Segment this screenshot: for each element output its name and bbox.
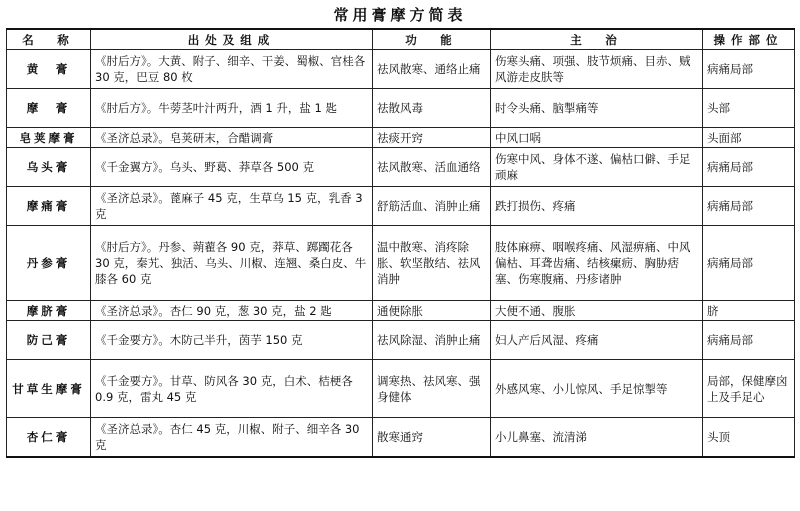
cell-site: 局部，保健摩囟上及手足心: [703, 360, 795, 418]
cell-indication: 大便不通、腹胀: [491, 301, 703, 321]
table-row: [7, 321, 795, 360]
cell-function: 祛散风毒: [373, 89, 491, 128]
cell-source: 《圣济总录》。蓖麻子 45 克，生草乌 15 克，乳香 3 克: [91, 187, 373, 226]
cell-site: 病痛局部: [703, 50, 795, 89]
cell-source: 《千金翼方》。乌头、野葛、莽草各 500 克: [91, 148, 373, 187]
cell-name: 摩 膏: [7, 89, 91, 128]
cell-name: 皂荚摩膏: [7, 128, 91, 148]
cell-function: 祛风散寒、活血通络: [373, 148, 491, 187]
formula-table: [6, 28, 795, 458]
cell-name: 甘草生摩膏: [7, 360, 91, 418]
table-row: [7, 187, 795, 226]
cell-name: 杏仁膏: [7, 418, 91, 458]
table-title: 常用膏摩方简表: [333, 6, 467, 24]
cell-function: 调寒热、祛风寒、强身健体: [373, 360, 491, 418]
cell-function: 祛风散寒、通络止痛: [373, 50, 491, 89]
header-row: [7, 29, 795, 50]
cell-function: 散寒通窍: [373, 418, 491, 458]
cell-source: 《肘后方》。丹参、蒴藋各 90 克，莽草、踯躅花各 30 克，秦艽、独活、乌头、川椒、连翘、桑白皮、牛膝各 60 克: [91, 226, 373, 301]
cell-source: 《圣济总录》。杏仁 45 克，川椒、附子、细辛各 30 克: [91, 418, 373, 458]
cell-source: 《千金要方》。甘草、防风各 30 克，白术、桔梗各 0.9 克，雷丸 45 克: [91, 360, 373, 418]
header-site: 操作部位: [703, 29, 795, 50]
cell-source: 《肘后方》。牛蒡茎叶汁两升，酒 1 升，盐 1 匙: [91, 89, 373, 128]
table-row: [7, 226, 795, 301]
cell-function: 祛风除湿、消肿止痛: [373, 321, 491, 360]
cell-indication: 小儿鼻塞、流清涕: [491, 418, 703, 458]
cell-indication: 中风口㖞: [491, 128, 703, 148]
cell-function: 祛痰开窍: [373, 128, 491, 148]
table-row: [7, 128, 795, 148]
cell-source: 《肘后方》。大黄、附子、细辛、干姜、蜀椒、官桂各 30 克，巴豆 80 枚: [91, 50, 373, 89]
header-source: 出处及组成: [91, 29, 373, 50]
table-row: [7, 89, 795, 128]
cell-site: 病痛局部: [703, 187, 795, 226]
cell-indication: 跌打损伤、疼痛: [491, 187, 703, 226]
cell-name: 丹参膏: [7, 226, 91, 301]
cell-name: 黄 膏: [7, 50, 91, 89]
header-name: 名 称: [7, 29, 91, 50]
cell-name: 摩脐膏: [7, 301, 91, 321]
cell-function: 通便除胀: [373, 301, 491, 321]
cell-source: 《圣济总录》。皂荚研末，合醋调膏: [91, 128, 373, 148]
cell-function: 温中散寒、消疼除胀、软坚散结、祛风消肿: [373, 226, 491, 301]
cell-indication: 妇人产后风湿、疼痛: [491, 321, 703, 360]
cell-site: 头面部: [703, 128, 795, 148]
cell-indication: 时令头痛、脑掣痛等: [491, 89, 703, 128]
cell-function: 舒筋活血、消肿止痛: [373, 187, 491, 226]
cell-indication: 外感风寒、小儿惊风、手足惊掣等: [491, 360, 703, 418]
cell-site: 病痛局部: [703, 226, 795, 301]
cell-name: 摩痛膏: [7, 187, 91, 226]
cell-indication: 伤寒中风、身体不遂、偏枯口僻、手足顽麻: [491, 148, 703, 187]
table-row: [7, 418, 795, 458]
table-row: [7, 50, 795, 89]
cell-site: 病痛局部: [703, 321, 795, 360]
table-row: [7, 360, 795, 418]
cell-source: 《千金要方》。木防己半升，茵芋 150 克: [91, 321, 373, 360]
table-row: [7, 301, 795, 321]
header-indication: 主 治: [491, 29, 703, 50]
cell-site: 头顶: [703, 418, 795, 458]
cell-site: 脐: [703, 301, 795, 321]
cell-site: 头部: [703, 89, 795, 128]
cell-name: 乌头膏: [7, 148, 91, 187]
header-function: 功 能: [373, 29, 491, 50]
table-row: [7, 148, 795, 187]
cell-site: 病痛局部: [703, 148, 795, 187]
cell-source: 《圣济总录》。杏仁 90 克，葱 30 克，盐 2 匙: [91, 301, 373, 321]
cell-indication: 肢体麻痹、咽喉疼痛、风湿痹痛、中风偏枯、耳聋齿痛、结核瘰疬、胸胁痞塞、伤寒腹痛、丹疹诸肿: [491, 226, 703, 301]
cell-name: 防己膏: [7, 321, 91, 360]
cell-indication: 伤寒头痛、项强、肢节烦痛、目赤、贼风游走皮肤等: [491, 50, 703, 89]
